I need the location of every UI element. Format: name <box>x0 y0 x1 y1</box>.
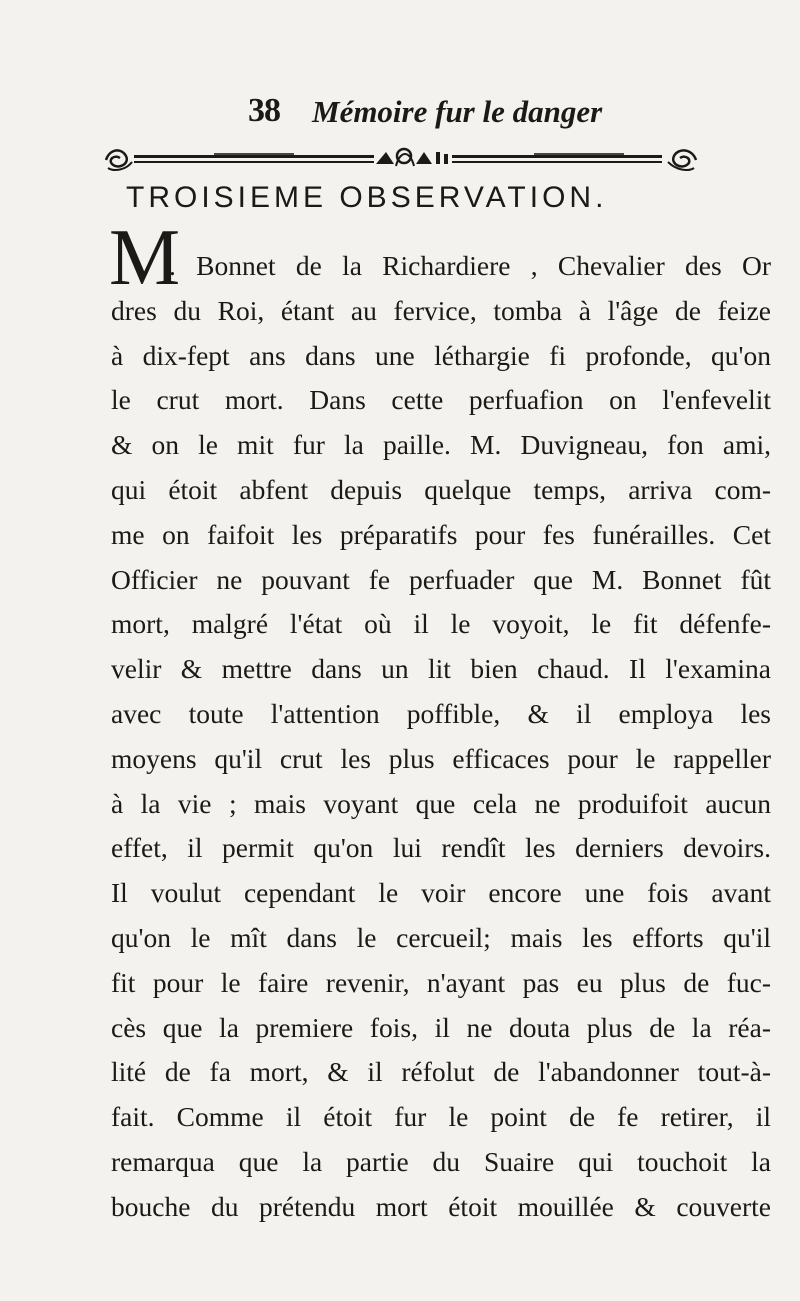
drop-cap: M <box>109 214 181 302</box>
text-line: me on faifoit les préparatifs pour fes funérailles. Cet <box>111 518 771 550</box>
text-line-content: . Bonnet de la Richardiere , Chevalier des Or <box>169 250 771 281</box>
text-line: fit pour le faire revenir, n'ayant pas eu plus de fuc- <box>111 966 771 998</box>
text-line: & on le mit fur la paille. M. Duvigneau, fon ami, <box>111 429 771 461</box>
running-head <box>248 92 768 142</box>
text-line: fait. Comme il étoit fur le point de fe retirer, il <box>111 1101 771 1133</box>
text-line: mort, malgré l'état où il le voyoit, le fit défenfe- <box>111 608 771 640</box>
text-line: bouche du prétendu mort étoit mouillée & couverte <box>111 1190 771 1222</box>
text-line: effet, il permit qu'on lui rendît les derniers devoirs. <box>111 832 771 864</box>
text-line: à dix-fept ans dans une léthargie fi profonde, qu'on <box>111 339 771 371</box>
text-line: Officier ne pouvant fe perfuader que M. Bonnet fût <box>111 563 771 595</box>
text-line: cès que la premiere fois, il ne douta plus de la réa- <box>111 1011 771 1043</box>
text-line: Il voulut cependant le voir encore une fois avant <box>111 877 771 909</box>
text-line: avec toute l'attention poffible, & il employa les <box>111 697 771 729</box>
text-line: dres du Roi, étant au fervice, tomba à l'âge de feize <box>111 294 771 326</box>
text-line: moyens qu'il crut les plus efficaces pour le rappeller <box>111 742 771 774</box>
headband-ornament <box>104 146 698 172</box>
running-title: Mémoire fur le danger <box>312 94 603 129</box>
text-line: à la vie ; mais voyant que cela ne produifoit aucun <box>111 787 771 819</box>
body-text <box>109 214 771 1230</box>
text-line: le crut mort. Dans cette perfuafion on l'enfevelit <box>111 384 771 416</box>
text-line: qu'on le mît dans le cercueil; mais les efforts qu'il <box>111 921 771 953</box>
text-line: remarqua que la partie du Suaire qui touchoit la <box>111 1145 771 1177</box>
text-line: qui étoit abfent depuis quelque temps, arriva com- <box>111 473 771 505</box>
text-line: velir & mettre dans un lit bien chaud. Il l'examina <box>111 653 771 685</box>
text-line: lité de fa mort, & il réfolut de l'abandonner tout-à- <box>111 1056 771 1088</box>
text-line <box>109 214 771 302</box>
page-number: 38 <box>248 92 280 129</box>
section-heading: TROISIEME OBSERVATION. <box>126 181 608 214</box>
